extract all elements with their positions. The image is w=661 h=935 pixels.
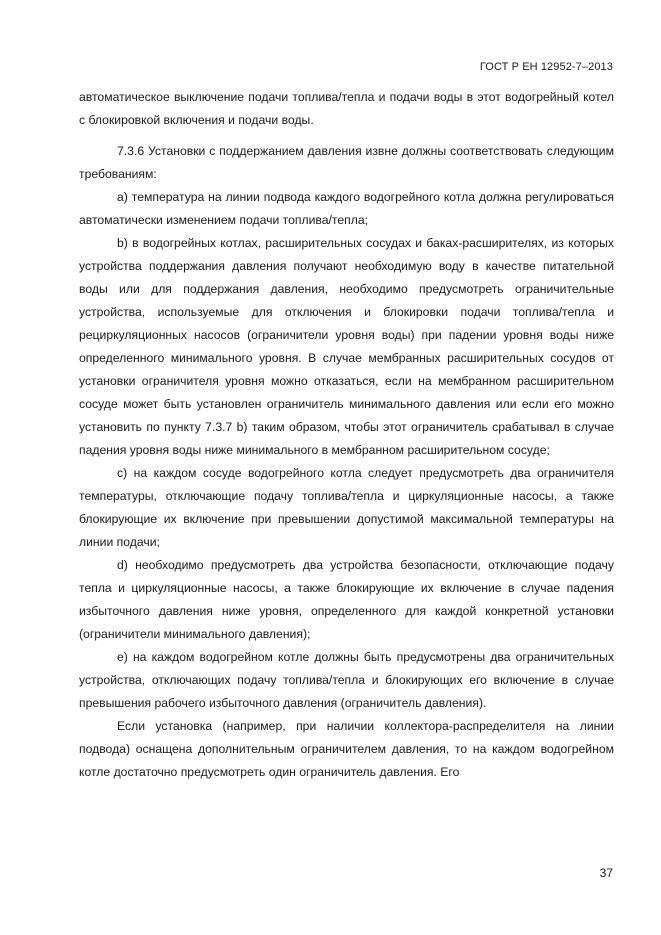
paragraph-item-d: d) необходимо предусмотреть два устройства безопасности, отключающие подачу тепла и циркуляционные насосы, а также блокирующие их включение в случае падения избыточного давления ниже уровня, определенного для каждой конкретной установки (ограничители минимального давления); — [79, 558, 614, 641]
page-number: 37 — [599, 866, 613, 880]
paragraph-item-b: b) в водогрейных котлах, расширительных сосудах и баках-расширителях, из которых устройства поддержания давления получают необходимую воду в качестве питательной воды или для поддержания давления, необходимо предусмотреть ограничительные устройства, используемые для отключения и блокировки подачи топлива/тепла и рециркуляционных насосов (ограничители уровня воды) при падении уровня воды ниже определенного минимального уровня. В случае мембранных расширительных сосудов от установки ограничителя уровня можно отказаться, если на мембранном расширительном сосуде может быть установлен ограничитель минимального давления или если его можно установить по пункту 7.3.7 b) таким образом, чтобы этот ограничитель срабатывал в случае падения уровня воды ниже минимального в мембранном расширительном сосуде; — [79, 236, 614, 457]
paragraph-item-a: a) температура на линии подвода каждого водогрейного котла должна регулироваться автоматически изменением подачи топлива/тепла; — [79, 190, 614, 227]
paragraph-item-e: e) на каждом водогрейном котле должны быть предусмотрены два ограничительных устройства, отключающих подачу топлива/тепла и блокирующих его включение в случае превышения рабочего избыточного давления (ограничитель давления). — [79, 650, 614, 710]
document-header: ГОСТ Р ЕН 12952-7–2013 — [479, 61, 613, 73]
document-body — [79, 86, 614, 784]
paragraph-item-c: c) на каждом сосуде водогрейного котла следует предусмотреть два ограничителя температуры, отключающие подачу топлива/тепла и циркуляционные насосы, а также блокирующие их включение при превышении допустимой максимальной температуры на линии подачи; — [79, 466, 614, 549]
paragraph-pressure-limiter-note: Если установка (например, при наличии коллектора-распределителя на линии подвода) оснащена дополнительным ограничителем давления, то на каждом водогрейном котле достаточно предусмотреть один ограничитель давления. Его — [79, 719, 614, 779]
paragraph-clause-7-3-6: 7.3.6 Установки с поддержанием давления извне должны соответствовать следующим требованиям: — [79, 144, 614, 181]
paragraph-continuation: автоматическое выключение подачи топлива/тепла и подачи воды в этот водогрейный котел с блокировкой включения и подачи воды. — [79, 90, 614, 127]
